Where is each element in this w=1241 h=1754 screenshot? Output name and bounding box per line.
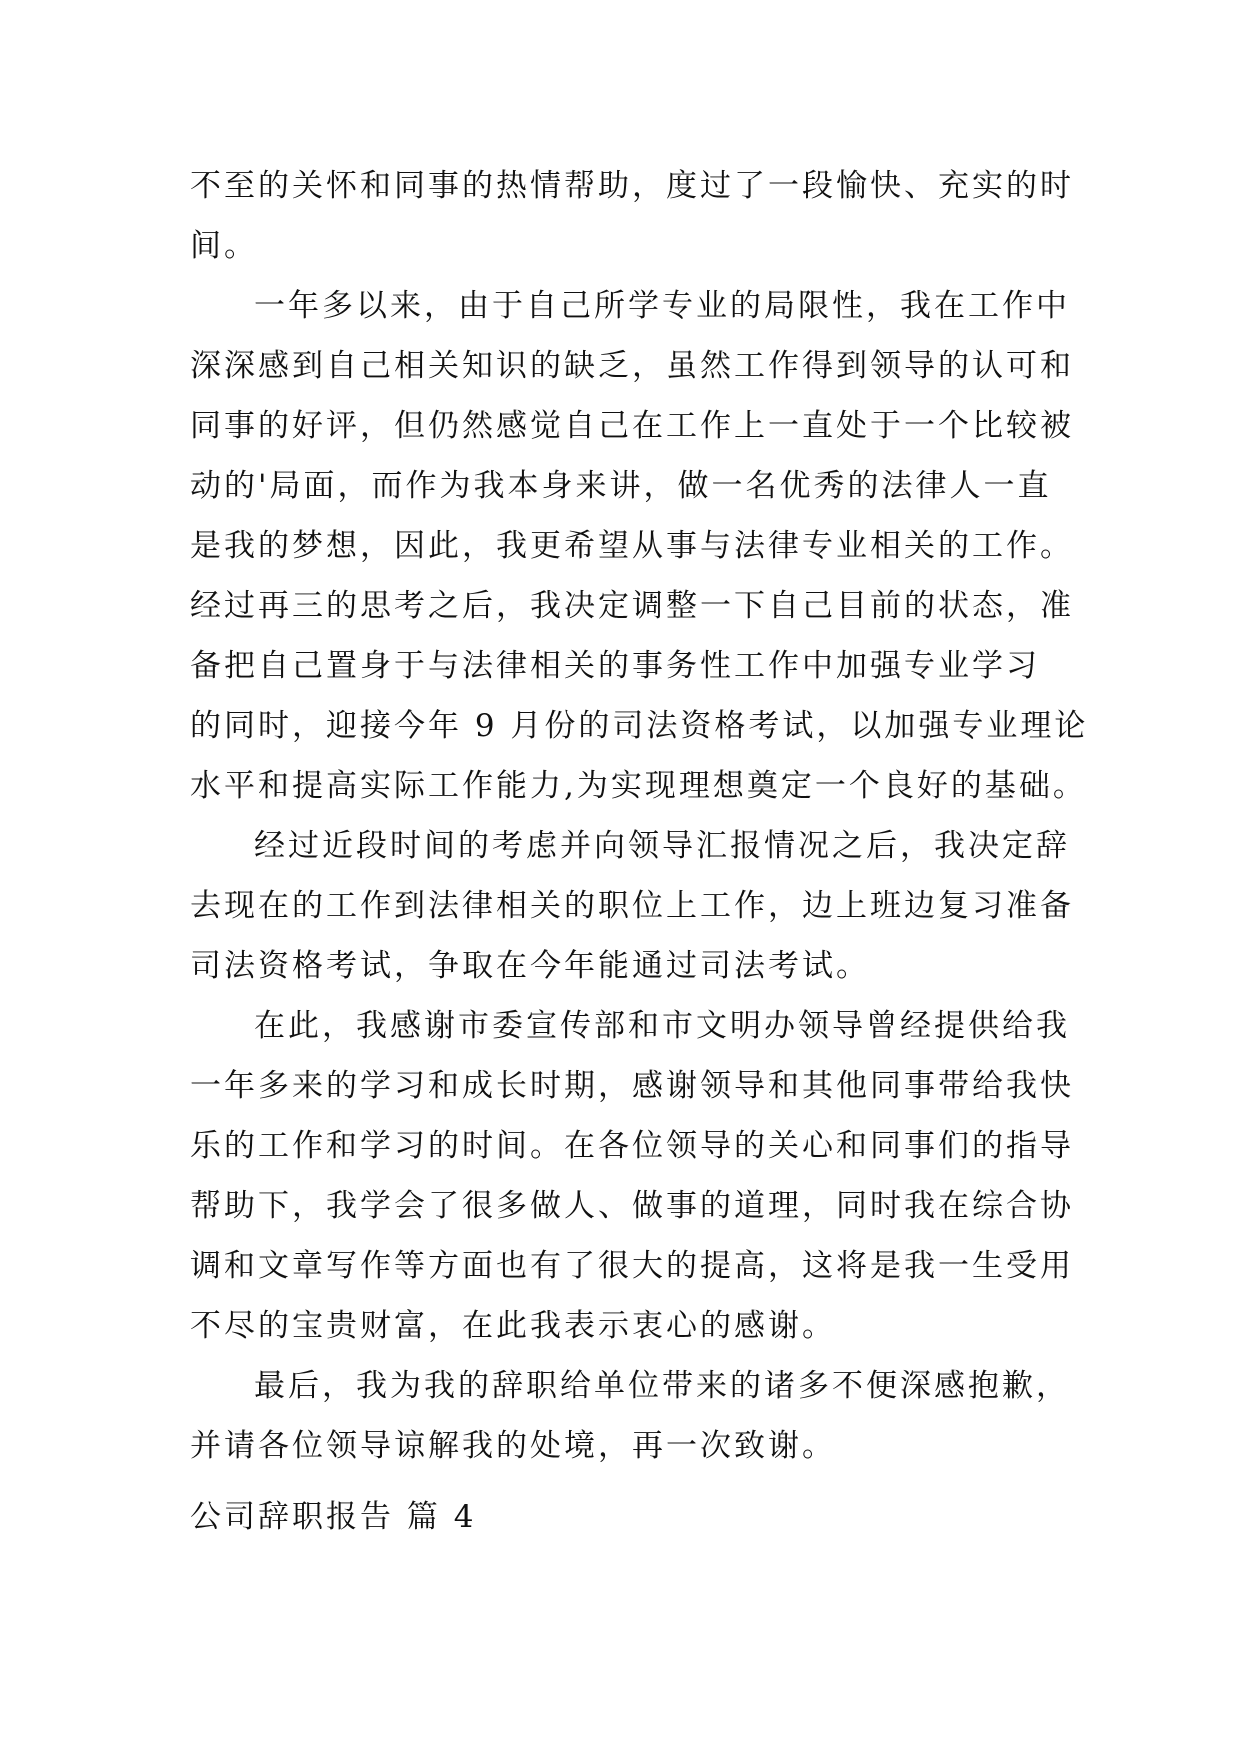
paragraph-line: 不尽的宝贵财富，在此我表示衷心的感谢。 (190, 1308, 836, 1344)
paragraph-line: 调和文章写作等方面也有了很大的提高，这将是我一生受用 (190, 1248, 1074, 1284)
paragraph-line: 并请各位领导谅解我的处境，再一次致谢。 (190, 1428, 836, 1464)
paragraph-line: 动的'局面，而作为我本身来讲，做一名优秀的法律人一直 (190, 468, 1052, 504)
paragraph-line: 经过再三的思考之后，我决定调整一下自己目前的状态，准 (190, 588, 1074, 624)
paragraph-line: 是我的梦想，因此，我更希望从事与法律专业相关的工作。 (190, 528, 1074, 564)
paragraph-line: 深深感到自己相关知识的缺乏，虽然工作得到领导的认可和 (190, 348, 1074, 384)
paragraph-line: 间。 (190, 228, 258, 264)
paragraph-line: 司法资格考试，争取在今年能通过司法考试。 (190, 948, 870, 984)
paragraph-line: 一年多以来，由于自己所学专业的局限性，我在工作中 (254, 288, 1070, 324)
paragraph-line: 水平和提高实际工作能力,为实现理想奠定一个良好的基础。 (190, 768, 1087, 804)
paragraph-line: 乐的工作和学习的时间。在各位领导的关心和同事们的指导 (190, 1128, 1074, 1164)
paragraph-line: 经过近段时间的考虑并向领导汇报情况之后，我决定辞 (254, 828, 1070, 864)
paragraph-line: 的同时，迎接今年 9 月份的司法资格考试，以加强专业理论 (190, 708, 1089, 744)
paragraph-line: 同事的好评，但仍然感觉自己在工作上一直处于一个比较被 (190, 408, 1074, 444)
paragraph-line: 不至的关怀和同事的热情帮助，度过了一段愉快、充实的时 (190, 168, 1074, 204)
paragraph-line: 在此，我感谢市委宣传部和市文明办领导曾经提供给我 (254, 1008, 1070, 1044)
section-heading: 公司辞职报告 篇 4 (190, 1499, 477, 1535)
paragraph-line: 一年多来的学习和成长时期，感谢领导和其他同事带给我快 (190, 1068, 1074, 1104)
paragraph-line: 去现在的工作到法律相关的职位上工作，边上班边复习准备 (190, 888, 1074, 924)
paragraph-line: 帮助下，我学会了很多做人、做事的道理，同时我在综合协 (190, 1188, 1074, 1224)
paragraph-line: 备把自己置身于与法律相关的事务性工作中加强专业学习 (190, 648, 1040, 684)
paragraph-line: 最后，我为我的辞职给单位带来的诸多不便深感抱歉， (254, 1368, 1070, 1404)
